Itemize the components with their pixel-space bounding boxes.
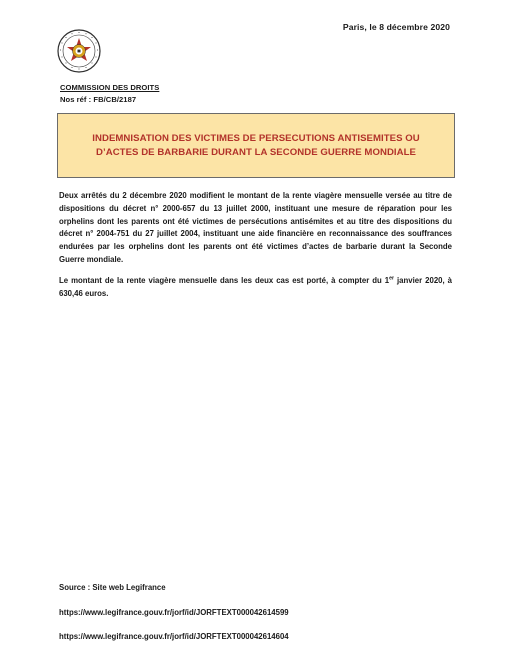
commission-name: COMMISSION DES DROITS bbox=[60, 83, 160, 92]
source-label: Source : Site web Legifrance bbox=[59, 583, 166, 592]
body-text bbox=[59, 190, 452, 308]
legifrance-link-2[interactable]: https://www.legifrance.gouv.fr/jorf/id/JORFTEXT000042614604 bbox=[59, 632, 289, 641]
reference-number: Nos réf : FB/CB/2187 bbox=[60, 95, 137, 104]
paragraph-amount-end: janvier 2020, à 630,46 euros. bbox=[59, 275, 453, 298]
commission-block bbox=[60, 82, 159, 106]
paragraph-amount-start: Le montant de la rente viagère mensuelle dans les deux cas est porté, à compter du 1 bbox=[59, 275, 390, 285]
association-seal-icon bbox=[56, 28, 102, 74]
seal-graphic bbox=[56, 28, 102, 74]
paragraph-decrees: Deux arrêtés du 2 décembre 2020 modifient le montant de la rente viagère mensuelle versée au titre de dispositions du décret n° 2000-657 du 13 juillet 2000, instituant une mesure de réparation pour les orphelins dont les parents ont été victimes de persécutions antisémites et au titre des dispositions du décret n° 2004-751 du 27 juillet 2004, instituant une aide financière en reconnaissance des souffrances endurées par les orphelins dont les parents ont été victimes d’actes de barbarie durant la Seconde Guerre mondiale. bbox=[59, 191, 452, 264]
document-date: Paris, le 8 décembre 2020 bbox=[342, 22, 450, 32]
legifrance-link-1[interactable]: https://www.legifrance.gouv.fr/jorf/id/JORFTEXT000042614599 bbox=[59, 608, 289, 617]
paragraph-amount bbox=[59, 275, 452, 301]
document-title: INDEMNISATION DES VICTIMES DE PERSECUTIONS ANTISEMITES OU D’ACTES DE BARBARIE DURANT LA SECONDE GUERRE MONDIALE bbox=[92, 132, 420, 158]
ordinal-superscript: er bbox=[389, 275, 395, 282]
title-box bbox=[57, 113, 455, 178]
